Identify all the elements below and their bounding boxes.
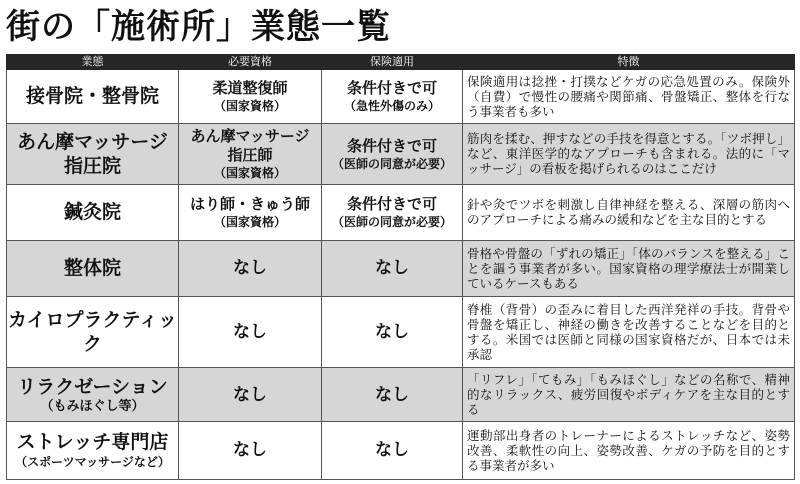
shikaku-name-line2: 指圧師	[227, 146, 273, 165]
header-gyotai: 業態	[7, 55, 179, 70]
gyotai-name: 鍼灸院	[63, 201, 121, 224]
gyotai-name: ストレッチ専門店	[16, 431, 169, 454]
hoken-value: 条件付きで可	[346, 79, 437, 98]
shikaku-cell	[179, 421, 322, 479]
table-row	[7, 184, 795, 240]
shikaku-cell	[179, 296, 322, 367]
hoken-cell	[322, 123, 463, 184]
shikaku-name: 柔道整復師	[212, 79, 288, 98]
gyotai-cell	[7, 184, 179, 240]
gyotai-cell	[7, 70, 179, 124]
gyotai-cell	[7, 123, 179, 184]
header-shikaku: 必要資格	[179, 55, 322, 70]
shikaku-name: あん摩マッサージ	[190, 127, 310, 146]
table-header-row	[7, 55, 795, 70]
shikaku-name: なし	[233, 258, 267, 279]
hoken-cell	[322, 184, 463, 240]
hoken-value: なし	[375, 384, 409, 405]
hoken-value: なし	[375, 258, 409, 279]
header-hoken: 保険適用	[322, 55, 463, 70]
gyotai-cell	[7, 368, 179, 422]
shikaku-cell	[179, 70, 322, 124]
hoken-cell	[322, 70, 463, 124]
hoken-note: （急性外傷のみ）	[343, 99, 440, 114]
gyotai-name: カイロプラクティック	[8, 308, 177, 355]
gyotai-name-line2: 指圧院	[63, 154, 121, 177]
tokucho-cell: 脊椎（背骨）の歪みに着目した西洋発祥の手技。背骨や骨盤を矯正し、神経の働きを改善することなどを目的とする。米国では医師と同様の国家資格だが、日本では未承認	[463, 296, 795, 367]
shikaku-name: なし	[233, 384, 267, 405]
shikaku-name: はり師・きゅう師	[189, 195, 310, 214]
hoken-cell	[322, 240, 463, 296]
shikaku-cell	[179, 123, 322, 184]
gyotai-name: あん摩マッサージ	[17, 130, 168, 153]
table-row	[7, 240, 795, 296]
gyotai-cell	[7, 296, 179, 367]
gyotai-name: 接骨院・整骨院	[25, 85, 159, 108]
table-row	[7, 70, 795, 124]
table-row	[7, 296, 795, 367]
tokucho-cell: 針や灸でツボを刺激し自律神経を整える、深層の筋肉へのアプローチによる痛みの緩和などを主な目的とする	[463, 184, 795, 240]
hoken-value: 条件付きで可	[346, 195, 437, 214]
tokucho-cell: 「リフレ」「てもみ」「もみほぐし」などの名称で、精神的なリラックス、疲労回復やボディケアを主な目的とする	[463, 368, 795, 422]
shikaku-note: （国家資格）	[213, 166, 286, 181]
hoken-cell	[322, 296, 463, 367]
gyotai-name: リラクゼーション	[17, 375, 168, 398]
tokucho-cell: 保険適用は捻挫・打撲などケガの応急処置のみ。保険外（自費）で慢性の腰痛や関節痛、骨盤矯正、整体を行なう事業者も多い	[463, 70, 795, 124]
table-row	[7, 123, 795, 184]
hoken-value: なし	[375, 440, 409, 461]
hoken-cell	[322, 421, 463, 479]
gyotai-note: （もみほぐし等）	[40, 398, 145, 414]
gyotai-cell	[7, 421, 179, 479]
shikaku-cell	[179, 184, 322, 240]
gyotai-cell	[7, 240, 179, 296]
shikaku-note: （国家資格）	[213, 99, 286, 114]
shikaku-name: なし	[233, 440, 267, 461]
business-type-table	[6, 54, 795, 480]
hoken-value: なし	[375, 321, 409, 342]
table-row	[7, 368, 795, 422]
header-tokucho: 特徴	[463, 55, 795, 70]
page-title: 街の「施術所」業態一覧	[6, 7, 391, 47]
hoken-cell	[322, 368, 463, 422]
shikaku-cell	[179, 368, 322, 422]
tokucho-cell: 筋肉を揉む、押すなどの手技を得意とする。「ツボ押し」など、東洋医学的なアプローチも含まれる。法的に「マッサージ」の看板を掲げられるのはここだけ	[463, 123, 795, 184]
shikaku-note: （国家資格）	[213, 215, 286, 230]
table-row	[7, 421, 795, 479]
tokucho-cell: 骨格や骨盤の「ずれの矯正」「体のバランスを整える」ことを謳う事業者が多い。国家資格の理学療法士が開業しているケースもある	[463, 240, 795, 296]
tokucho-cell: 運動部出身者のトレーナーによるストレッチなど、姿勢改善、柔軟性の向上、姿勢改善、ケガの予防を目的とする事業者が多い	[463, 421, 795, 479]
shikaku-cell	[179, 240, 322, 296]
gyotai-name: 整体院	[63, 257, 121, 280]
hoken-note: （医師の同意が必要）	[331, 215, 452, 230]
shikaku-name: なし	[233, 321, 267, 342]
hoken-note: （医師の同意が必要）	[331, 156, 452, 171]
hoken-value: 条件付きで可	[346, 136, 437, 155]
gyotai-note: （スポーツマッサージなど）	[15, 455, 170, 470]
